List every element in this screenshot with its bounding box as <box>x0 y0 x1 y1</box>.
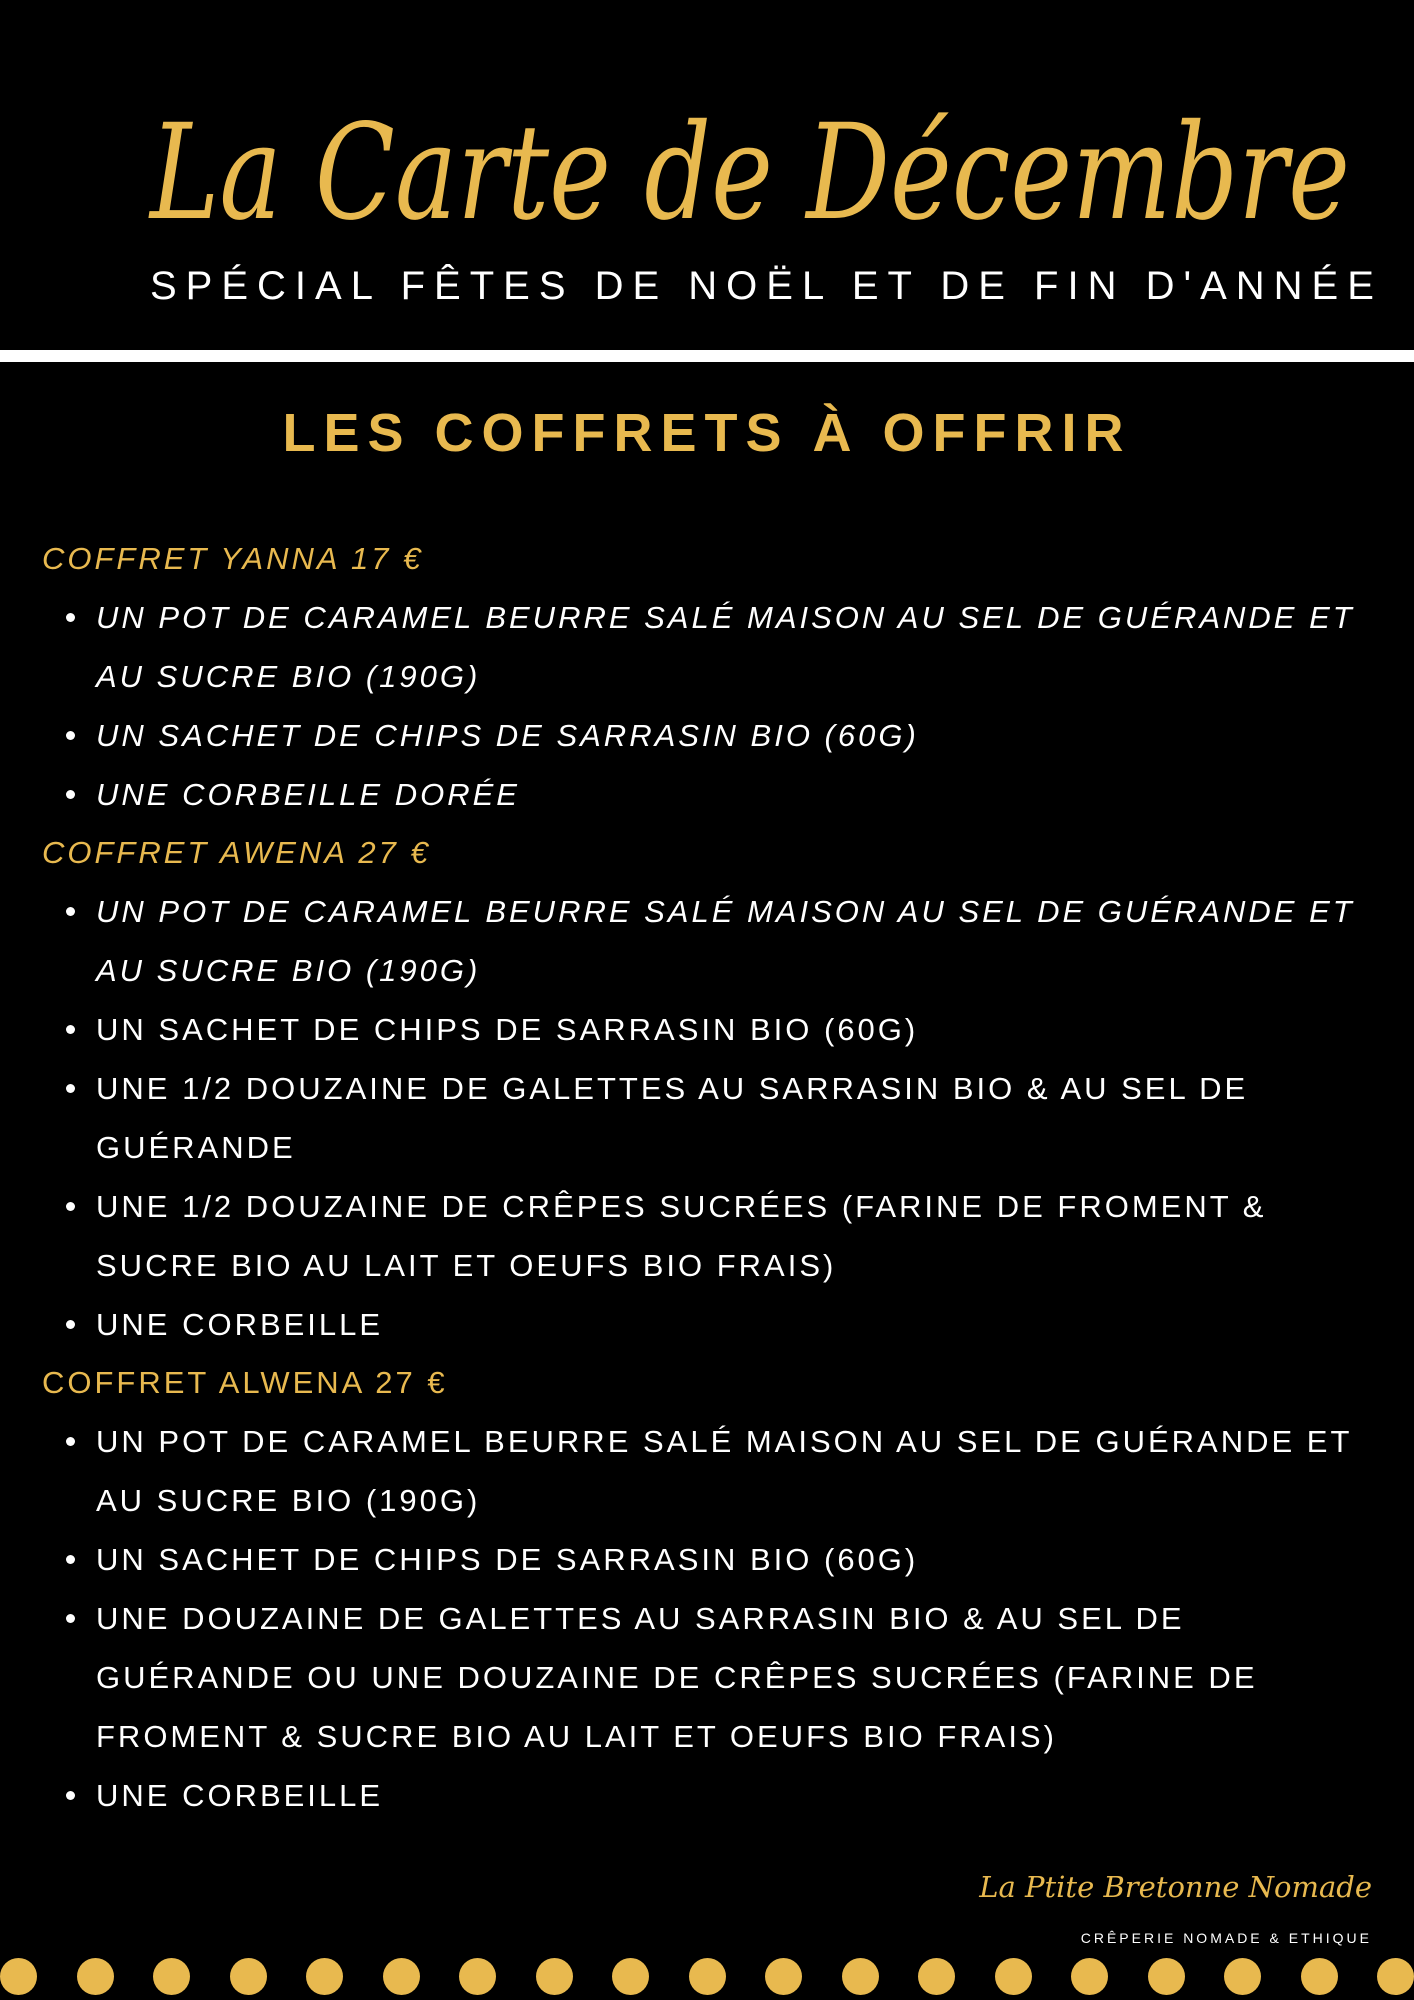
coffret-items <box>42 588 1372 824</box>
decorative-dot <box>1224 1958 1261 1995</box>
brand-logo <box>979 1862 1380 1962</box>
list-item: UN POT DE CARAMEL BEURRE SALÉ MAISON AU SEL DE GUÉRANDE ET AU SUCRE BIO (190G) <box>42 882 1372 1000</box>
coffret-yanna <box>42 530 1372 824</box>
list-item: UNE CORBEILLE <box>42 1766 1372 1825</box>
page-title-text: La Carte de Décembre <box>148 96 1351 250</box>
list-item: UN SACHET DE CHIPS DE SARRASIN BIO (60G) <box>42 1000 1372 1059</box>
section-title: LES COFFRETS À OFFRIR <box>282 403 1132 463</box>
decorative-dot <box>1148 1958 1185 1995</box>
decorative-dot <box>536 1958 573 1995</box>
decorative-dot <box>689 1958 726 1995</box>
decorative-dot <box>1071 1958 1108 1995</box>
brand-logo-name: La Ptite Bretonne Nomade <box>979 1870 1372 1904</box>
decorative-dot <box>765 1958 802 1995</box>
decorative-dot <box>995 1958 1032 1995</box>
decorative-dots <box>0 1958 1414 1996</box>
decorative-dot <box>459 1958 496 1995</box>
decorative-dot <box>1377 1958 1414 1995</box>
list-item: UNE 1/2 DOUZAINE DE GALETTES AU SARRASIN BIO & AU SEL DE GUÉRANDE <box>42 1059 1372 1177</box>
list-item: UN SACHET DE CHIPS DE SARRASIN BIO (60G) <box>42 1530 1372 1589</box>
decorative-dot <box>0 1958 37 1995</box>
decorative-dot <box>230 1958 267 1995</box>
coffret-items <box>42 882 1372 1354</box>
list-item: UNE CORBEILLE <box>42 1295 1372 1354</box>
decorative-dot <box>153 1958 190 1995</box>
decorative-dot <box>383 1958 420 1995</box>
page-subtitle: SPÉCIAL FÊTES DE NOËL ET DE FIN D'ANNÉE <box>150 264 1383 308</box>
coffret-title: COFFRET YANNA 17 € <box>42 541 424 576</box>
coffret-list <box>42 530 1372 1825</box>
list-item: UNE CORBEILLE DORÉE <box>42 765 1372 824</box>
decorative-dot <box>306 1958 343 1995</box>
decorative-dot <box>918 1958 955 1995</box>
list-item: UNE 1/2 DOUZAINE DE CRÊPES SUCRÉES (FARINE DE FROMENT & SUCRE BIO AU LAIT ET OEUFS BIO FRAIS) <box>42 1177 1372 1295</box>
list-item: UN SACHET DE CHIPS DE SARRASIN BIO (60G) <box>42 706 1372 765</box>
coffret-items <box>42 1412 1372 1825</box>
coffret-alwena <box>42 1354 1372 1825</box>
coffret-awena <box>42 824 1372 1354</box>
decorative-dot <box>612 1958 649 1995</box>
decorative-dot <box>77 1958 114 1995</box>
list-item: UN POT DE CARAMEL BEURRE SALÉ MAISON AU SEL DE GUÉRANDE ET AU SUCRE BIO (190G) <box>42 588 1372 706</box>
coffret-title: COFFRET AWENA 27 € <box>42 835 431 870</box>
page-title <box>140 28 1360 278</box>
header-divider <box>0 350 1414 362</box>
brand-logo-tagline: CRÊPERIE NOMADE & ETHIQUE <box>1080 1930 1372 1946</box>
decorative-dot <box>1301 1958 1338 1995</box>
decorative-dot <box>842 1958 879 1995</box>
list-item: UNE DOUZAINE DE GALETTES AU SARRASIN BIO & AU SEL DE GUÉRANDE OU UNE DOUZAINE DE CRÊPES SUCRÉES (FARINE DE FROMENT & SUCRE BIO AU LAIT ET OEUFS BIO FRAIS) <box>42 1589 1372 1766</box>
list-item: UN POT DE CARAMEL BEURRE SALÉ MAISON AU SEL DE GUÉRANDE ET AU SUCRE BIO (190G) <box>42 1412 1372 1530</box>
coffret-title: COFFRET ALWENA 27 € <box>42 1365 448 1400</box>
